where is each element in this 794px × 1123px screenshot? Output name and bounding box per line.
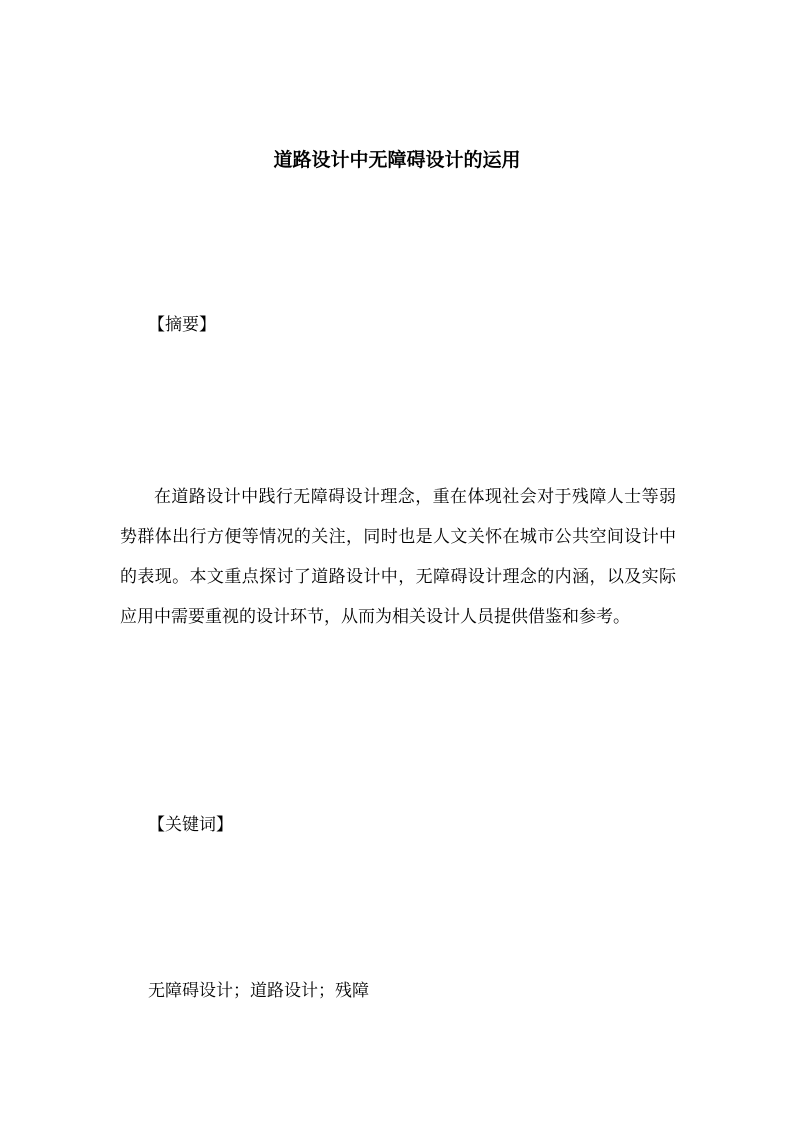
abstract-heading: 【摘要】 (148, 315, 216, 335)
document-title: 道路设计中无障碍设计的运用 (273, 149, 521, 171)
abstract-paragraph: 在道路设计中践行无障碍设计理念，重在体现社会对于残障人士等弱势群体出行方便等情况的关注，同时也是人文关怀在城市公共空间设计中的表现。本文重点探讨了道路设计中，无障碍设计理念的内涵，以及实际应用中需要重视的设计环节，从而为相关设计人员提供借鉴和参考。 (120, 487, 676, 627)
keywords-text: 无障碍设计；道路设计；残障 (148, 981, 369, 1001)
keywords-heading: 【关键词】 (148, 815, 233, 835)
